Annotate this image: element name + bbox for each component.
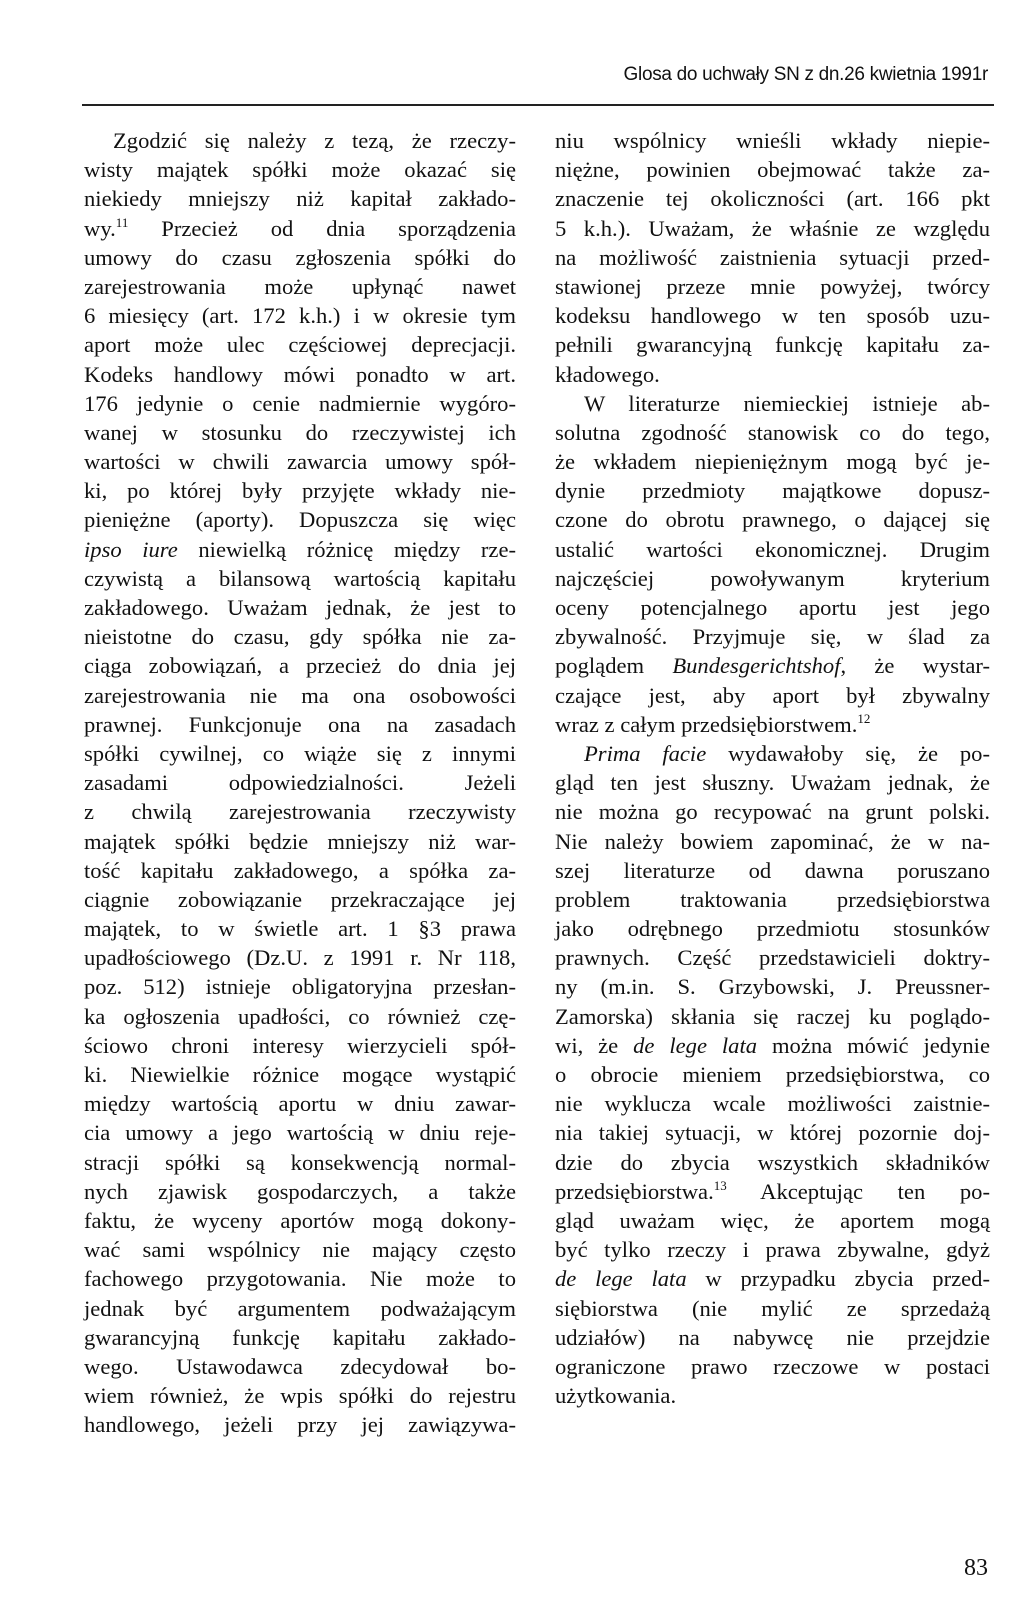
text-line xyxy=(555,214,990,243)
text-segment: pełnili gwarancyjną funkcję kapitału za- xyxy=(555,332,990,358)
text-line xyxy=(555,1294,990,1323)
text-line xyxy=(555,885,990,914)
text-line xyxy=(555,418,990,447)
text-segment: ny (m.in. S. Grzybowski, J. Preussner- xyxy=(555,974,990,1000)
text-line xyxy=(555,768,990,797)
text-segment: tość kapitału zakładowego, a spółka za- xyxy=(84,857,516,883)
text-segment: poglądem xyxy=(555,653,673,679)
text-line xyxy=(84,243,516,272)
text-line xyxy=(555,681,990,710)
text-segment: stracji spółki są konsekwencją normal- xyxy=(84,1149,516,1175)
text-segment: jako odrębnego przedmiotu stosunków xyxy=(555,916,990,942)
text-segment: przedsiębiorstwa. xyxy=(555,1178,714,1204)
text-segment: wraz z całym przedsiębiorstwem. xyxy=(555,711,858,737)
text-line xyxy=(84,301,516,330)
text-segment: prawnych. Część przedstawicieli doktry- xyxy=(555,945,990,971)
text-segment: Zamorska) skłania się raczej ku poglądo- xyxy=(555,1003,990,1029)
text-segment: dzie do zbycia wszystkich składników xyxy=(555,1149,990,1175)
text-segment: problem traktowania przedsiębiorstwa xyxy=(555,886,990,912)
text-line xyxy=(555,943,990,972)
text-segment: 176 jedynie o cenie nadmiernie wygóro- xyxy=(84,390,516,416)
text-segment: kładowego. xyxy=(555,361,660,387)
text-line xyxy=(84,272,516,301)
text-line xyxy=(84,943,516,972)
text-segment: fachowego przygotowania. Nie może to xyxy=(84,1266,516,1292)
text-segment: wiem również, że wpis spółki do rejestru xyxy=(84,1383,516,1409)
text-line xyxy=(84,914,516,943)
text-line xyxy=(555,505,990,534)
italic-term: Bundesgerichtshof xyxy=(672,653,841,679)
text-line xyxy=(555,1089,990,1118)
text-line xyxy=(555,593,990,622)
text-segment: czone do obrotu prawnego, o dającej się xyxy=(555,507,990,533)
text-segment: jednak być argumentem podważającym xyxy=(84,1295,516,1321)
text-line xyxy=(555,1118,990,1147)
text-line xyxy=(555,389,990,418)
text-line xyxy=(84,710,516,739)
text-segment: aport może ulec częściowej deprecjacji. xyxy=(84,332,516,358)
text-line xyxy=(84,1235,516,1264)
text-line xyxy=(555,535,990,564)
text-line xyxy=(555,651,990,680)
text-segment: majątek, to w świetle art. 1 §3 prawa xyxy=(84,916,516,942)
text-segment: Zgodzić się należy z tezą, że rzeczy- xyxy=(113,128,516,153)
text-line xyxy=(555,739,990,768)
text-segment: ciąga zobowiązań, a przecież do dnia jej xyxy=(84,653,516,679)
text-line xyxy=(84,1294,516,1323)
text-segment: handlowego, jeżeli przy jej zawiązywa- xyxy=(84,1412,516,1438)
text-segment: że wkładem niepieniężnym mogą być je- xyxy=(555,449,990,475)
text-line xyxy=(555,564,990,593)
text-segment: wisty majątek spółki może okazać się xyxy=(84,157,516,183)
text-segment: dynie przedmioty majątkowe dopusz- xyxy=(555,478,990,504)
text-line xyxy=(84,651,516,680)
text-segment: 5 k.h.). Uważam, że właśnie ze względu xyxy=(555,215,990,241)
text-line xyxy=(84,360,516,389)
text-segment: znaczenie tej okoliczności (art. 166 pkt xyxy=(555,186,990,212)
text-line xyxy=(555,155,990,184)
text-line xyxy=(84,885,516,914)
text-segment: gląd uważam więc, że aportem mogą xyxy=(555,1207,990,1233)
left-column xyxy=(84,126,516,1439)
text-segment: Nie należy bowiem zapominać, że w na- xyxy=(555,828,990,854)
text-line xyxy=(555,856,990,885)
text-line xyxy=(555,360,990,389)
text-line xyxy=(84,1118,516,1147)
text-segment: ograniczone prawo rzeczowe w postaci xyxy=(555,1353,990,1379)
text-line xyxy=(84,126,516,155)
text-line xyxy=(555,1264,990,1293)
text-line xyxy=(84,564,516,593)
running-header: Glosa do uchwały SN z dn.26 kwietnia 1991r xyxy=(623,64,988,85)
text-line xyxy=(84,768,516,797)
text-segment: Przecież od dnia sporządzenia xyxy=(128,215,516,241)
text-line xyxy=(555,243,990,272)
text-segment: być tylko rzeczy i prawa zbywalne, gdyż xyxy=(555,1237,990,1263)
text-line xyxy=(555,1206,990,1235)
text-segment: faktu, że wyceny aportów mogą dokony- xyxy=(84,1207,516,1233)
text-segment: ki. Niewielkie różnice mogące wystąpić xyxy=(84,1062,516,1087)
text-line xyxy=(84,184,516,213)
text-segment: nie można go recypować na grunt polski. xyxy=(555,799,990,825)
text-line xyxy=(84,1089,516,1118)
text-line xyxy=(555,1323,990,1352)
text-line xyxy=(84,214,516,243)
text-segment: o obrocie mieniem przedsiębiorstwa, co xyxy=(555,1062,990,1087)
text-line xyxy=(555,797,990,826)
footnote-ref: 11 xyxy=(115,214,129,230)
text-segment: zbywalność. Przyjmuje się, w ślad za xyxy=(555,624,990,650)
text-segment: pieniężne (aporty). Dopuszcza się więc xyxy=(84,507,516,533)
text-line xyxy=(555,1148,990,1177)
text-line xyxy=(84,739,516,768)
header-rule xyxy=(82,104,994,106)
text-line xyxy=(84,856,516,885)
text-line xyxy=(555,1352,990,1381)
text-segment: nieistotne do czasu, gdy spółka nie za- xyxy=(84,624,516,650)
text-line xyxy=(84,1206,516,1235)
text-segment: wartości w chwili zawarcia umowy spół- xyxy=(84,449,516,475)
text-line xyxy=(84,1177,516,1206)
text-segment: nych zjawisk gospodarczych, a także xyxy=(84,1178,516,1204)
text-line xyxy=(555,330,990,359)
text-line xyxy=(555,972,990,1001)
text-segment: spółki cywilnej, co wiąże się z innymi xyxy=(84,740,516,766)
text-segment: majątek spółki będzie mniejszy niż war- xyxy=(84,828,516,854)
text-segment: siębiorstwa (nie mylić ze sprzedażą xyxy=(555,1295,990,1321)
text-line xyxy=(84,1148,516,1177)
text-segment: , że wystar- xyxy=(840,653,990,679)
text-line xyxy=(84,418,516,447)
text-segment: oceny potencjalnego aportu jest jego xyxy=(555,595,990,620)
text-segment: kodeksu handlowego w ten sposób uzu- xyxy=(555,303,990,329)
text-line xyxy=(84,797,516,826)
text-segment: ściowo chroni interesy wierzycieli spół- xyxy=(84,1032,516,1058)
text-line xyxy=(555,126,990,155)
text-segment: w przypadku zbycia przed- xyxy=(686,1266,990,1292)
text-line xyxy=(555,622,990,651)
text-segment: Akceptując ten po- xyxy=(726,1178,990,1204)
text-segment: wy. xyxy=(84,215,116,241)
text-line xyxy=(555,914,990,943)
text-segment: gląd ten jest słuszny. Uważam jednak, że xyxy=(555,770,990,796)
text-segment: ciągnie zobowiązanie przekraczające jej xyxy=(84,886,516,912)
text-segment: solutna zgodność stanowisk co do tego, xyxy=(555,419,990,445)
text-segment: niężne, powinien obejmować także za- xyxy=(555,157,990,183)
text-segment: czywistą a bilansową wartością kapitału xyxy=(84,565,516,591)
text-segment: ki, po której były przyjęte wkłady nie- xyxy=(84,478,516,504)
text-line xyxy=(84,681,516,710)
text-line xyxy=(84,447,516,476)
text-line xyxy=(555,184,990,213)
footnote-ref: 12 xyxy=(857,710,871,726)
text-segment: z chwilą zarejestrowania rzeczywisty xyxy=(84,799,516,825)
text-segment: zarejestrowania może upłynąć nawet xyxy=(84,273,516,299)
text-line xyxy=(84,330,516,359)
text-line xyxy=(555,447,990,476)
text-line xyxy=(84,1060,516,1089)
text-segment: wego. Ustawodawca zdecydował bo- xyxy=(84,1353,516,1379)
text-segment: wydawałoby się, że po- xyxy=(706,740,991,766)
text-segment: niu wspólnicy wnieśli wkłady niepie- xyxy=(555,128,990,153)
text-line xyxy=(84,155,516,184)
text-line xyxy=(84,972,516,1001)
text-segment: szej literaturze od dawna poruszano xyxy=(555,857,990,883)
text-segment: umowy do czasu zgłoszenia spółki do xyxy=(84,244,516,270)
text-segment: cia umowy a jego wartością w dniu reje- xyxy=(84,1120,516,1146)
text-segment: zarejestrowania nie ma ona osobowości xyxy=(84,682,516,708)
text-line xyxy=(555,827,990,856)
text-line xyxy=(555,1031,990,1060)
text-line xyxy=(84,1323,516,1352)
text-segment: prawnej. Funkcjonuje ona na zasadach xyxy=(84,711,516,737)
text-segment: ustalić wartości ekonomicznej. Drugim xyxy=(555,536,990,562)
text-segment: zakładowego. Uważam jednak, że jest to xyxy=(84,595,516,620)
text-line xyxy=(84,505,516,534)
footnote-ref: 13 xyxy=(713,1177,727,1193)
text-segment: wać sami wspólnicy nie mający często xyxy=(84,1237,516,1263)
text-segment: poz. 512) istnieje obligatoryjna przesłan- xyxy=(84,974,516,1000)
text-segment: ka ogłoszenia upadłości, co również czę- xyxy=(84,1003,516,1029)
italic-term: de lege lata xyxy=(633,1032,758,1058)
text-line xyxy=(84,1410,516,1439)
text-segment: stawionej przeze mnie powyżej, twórcy xyxy=(555,273,990,299)
text-segment: niewielką różnicę między rze- xyxy=(177,536,516,562)
text-segment: można mówić jedynie xyxy=(757,1032,990,1058)
text-line xyxy=(555,1060,990,1089)
text-line xyxy=(84,476,516,505)
italic-term: de lege lata xyxy=(555,1266,687,1292)
text-line xyxy=(555,1177,990,1206)
text-segment: upadłościowego (Dz.U. z 1991 r. Nr 118, xyxy=(84,945,516,971)
right-column xyxy=(555,126,990,1410)
page-number: 83 xyxy=(964,1555,988,1581)
text-segment: niekiedy mniejszy niż kapitał zakłado- xyxy=(84,186,516,212)
text-line xyxy=(84,827,516,856)
text-segment: użytkowania. xyxy=(555,1383,677,1409)
text-line xyxy=(84,593,516,622)
text-segment: zasadami odpowiedzialności. Jeżeli xyxy=(84,770,516,796)
text-line xyxy=(84,622,516,651)
text-segment: Kodeks handlowy mówi ponadto w art. xyxy=(84,361,516,387)
text-line xyxy=(555,272,990,301)
text-segment: wi, że xyxy=(555,1032,634,1058)
text-line xyxy=(555,1381,990,1410)
text-line xyxy=(84,389,516,418)
text-line xyxy=(84,1002,516,1031)
text-line xyxy=(84,535,516,564)
text-line xyxy=(555,1002,990,1031)
text-segment: udziałów) na nabywcę nie przejdzie xyxy=(555,1324,990,1350)
text-line xyxy=(555,710,990,739)
italic-term: Prima facie xyxy=(584,740,707,766)
text-line xyxy=(84,1381,516,1410)
text-line xyxy=(84,1031,516,1060)
text-segment: najczęściej powoływanym kryterium xyxy=(555,565,990,591)
text-segment: nia takiej sytuacji, w której pozornie doj- xyxy=(555,1120,990,1146)
text-segment: W literaturze niemieckiej istnieje ab- xyxy=(584,390,990,416)
text-segment: nie wyklucza wcale możliwości zaistnie- xyxy=(555,1091,990,1117)
text-line xyxy=(84,1352,516,1381)
text-segment: czające jest, aby aport był zbywalny xyxy=(555,682,990,708)
text-line xyxy=(84,1264,516,1293)
text-line xyxy=(555,476,990,505)
text-segment: 6 miesięcy (art. 172 k.h.) i w okresie tym xyxy=(84,303,516,329)
italic-term: ipso iure xyxy=(84,536,178,562)
text-line xyxy=(555,301,990,330)
text-line xyxy=(555,1235,990,1264)
text-segment: wanej w stosunku do rzeczywistej ich xyxy=(84,419,516,445)
text-segment: między wartością aportu w dniu zawar- xyxy=(84,1091,516,1117)
text-segment: na możliwość zaistnienia sytuacji przed- xyxy=(555,244,990,270)
text-segment: gwarancyjną funkcję kapitału zakłado- xyxy=(84,1324,516,1350)
